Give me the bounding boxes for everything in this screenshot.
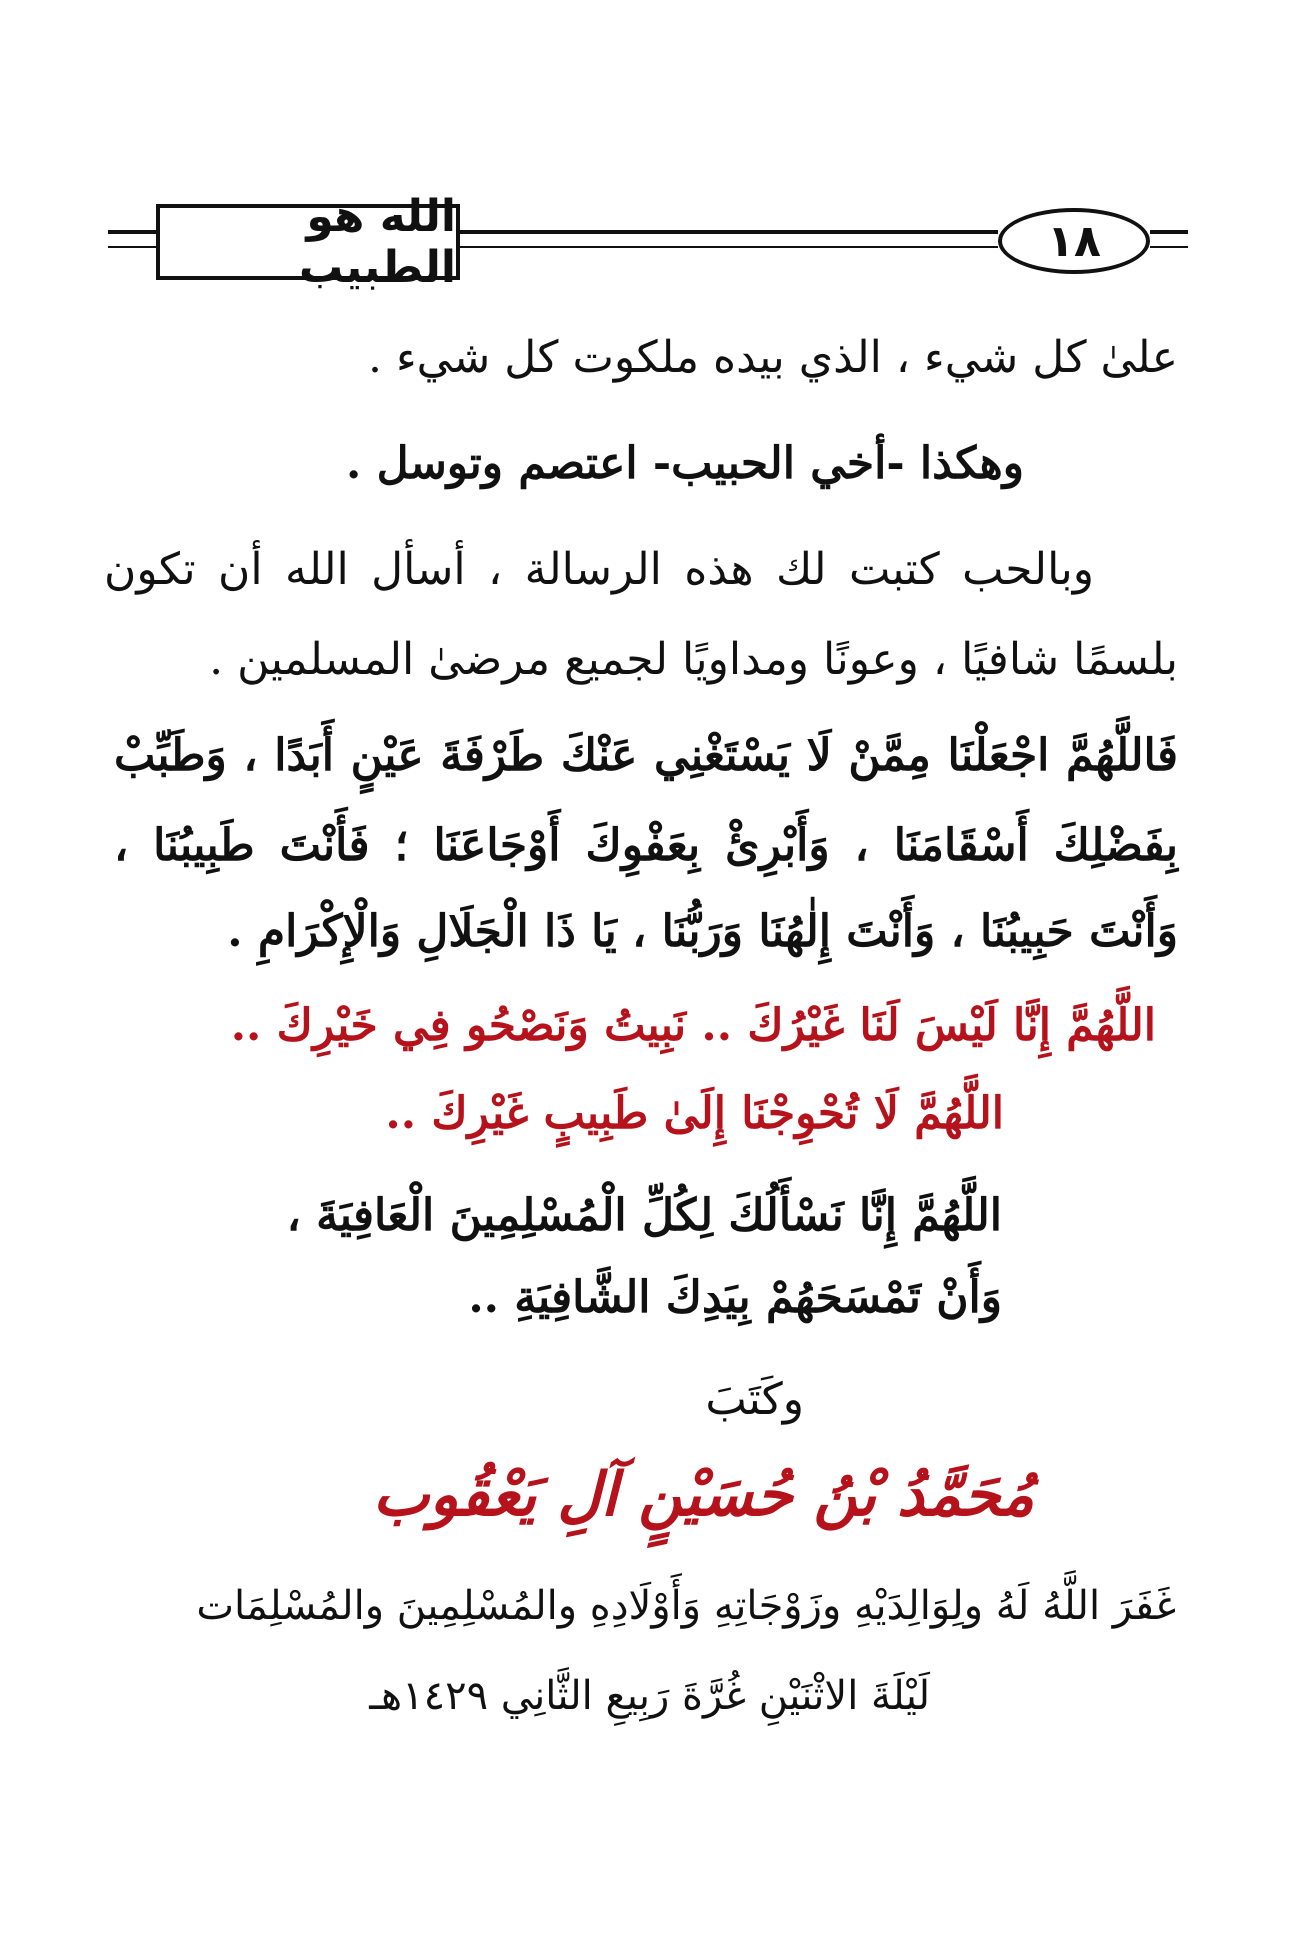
chapter-title-box	[156, 191, 460, 293]
chapter-title: الله هو الطبيب	[299, 191, 456, 293]
header-rule-middle-bottom	[460, 246, 998, 248]
header-rule-left-bottom	[108, 246, 156, 248]
header-rule-right-top	[1150, 230, 1188, 234]
writing-date: لَيْلَةَ الاثْنَيْنِ غُرَّةَ رَبِيعِ الثَّانِي ١٤٢٩هـ	[369, 1673, 930, 1719]
page-number-oval	[998, 208, 1150, 274]
page-number: ١٨	[1047, 215, 1101, 267]
paragraph-line-1: علىٰ كل شيء ، الذي بيده ملكوت كل شيء .	[368, 332, 1178, 383]
paragraph-line-2: وهكذا -أخي الحبيب- اعتصم وتوسل .	[345, 438, 1024, 489]
header-rule-right-bottom	[1150, 246, 1188, 248]
paragraph-line-4: بلسمًا شافيًا ، وعونًا ومداويًا لجميع مرضىٰ المسلمين .	[209, 634, 1178, 685]
page-header	[108, 191, 1188, 293]
red-prayer-line-1: اللَّهُمَّ إِنَّا لَيْسَ لَنَا غَيْرُكَ .. نَبِيتُ وَنَصْحُو فِي خَيْرِكَ ..	[230, 1000, 1156, 1051]
paragraph-line-3: وبالحب كتبت لك هذه الرسالة ، أسأل الله أن تكون	[104, 544, 1094, 595]
closing-prayer-line-1: اللَّهُمَّ إِنَّا نَسْأَلُكَ لِكُلِّ الْمُسْلِمِينَ الْعَافِيَةَ ،	[286, 1190, 1002, 1241]
header-rule-middle-top	[460, 230, 998, 234]
prayer-line-1: فَاللَّهُمَّ اجْعَلْنَا مِمَّنْ لَا يَسْتَغْنِي عَنْكَ طَرْفَةَ عَيْنٍ أَبَدًا ، وَطَبِّبْ	[114, 730, 1178, 781]
prayer-line-2: بِفَضْلِكَ أَسْقَامَنَا ، وَأَبْرِئْ بِعَفْوِكَ أَوْجَاعَنَا ؛ فَأَنْتَ طَبِيبُنَا ،	[114, 820, 1178, 871]
prayer-line-3: وَأَنْتَ حَبِيبُنَا ، وَأَنْتَ إِلٰهُنَا وَرَبُّنَا ، يَا ذَا الْجَلَالِ وَالْإِكْرَامِ .	[227, 906, 1178, 957]
author-dua: غَفَرَ اللَّهُ لَهُ ولِوَالِدَيْهِ وزَوْجَاتِهِ وَأَوْلَادِهِ والمُسْلِمِينَ والمُسْلِمَات	[196, 1583, 1176, 1629]
author-name: مُحَمَّدُ بْنُ حُسَيْنٍ آلِ يَعْقُوب	[372, 1460, 1034, 1530]
header-rule-left-top	[108, 230, 156, 234]
closing-prayer-line-2: وَأَنْ تَمْسَحَهُمْ بِيَدِكَ الشَّافِيَةِ ..	[468, 1272, 1002, 1323]
red-prayer-line-2: اللَّهُمَّ لَا تُحْوِجْنَا إِلَىٰ طَبِيبٍ غَيْرِكَ ..	[385, 1088, 1004, 1139]
wrote-label: وكَتَبَ	[705, 1374, 804, 1425]
